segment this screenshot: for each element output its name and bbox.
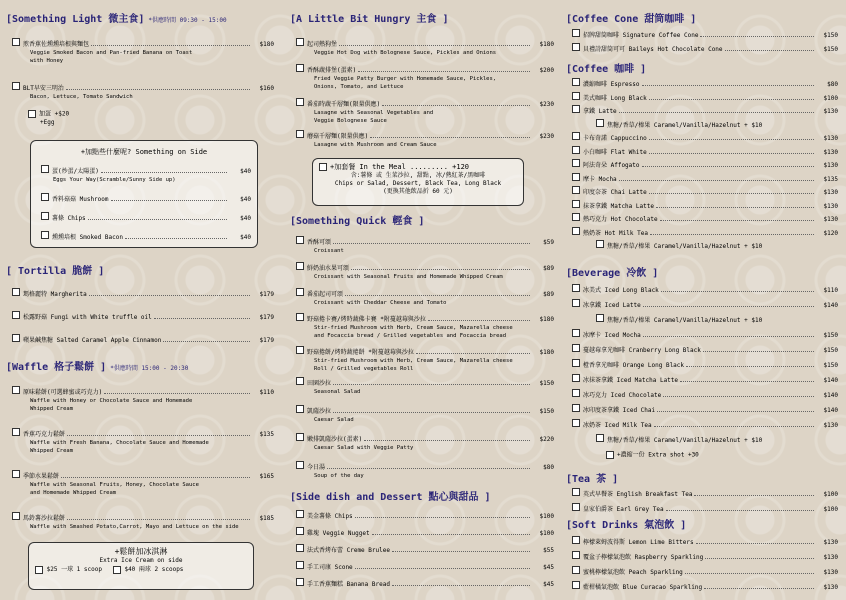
section-title-tea: [Tea 茶 ] xyxy=(566,474,619,485)
menu-item[interactable]: 冰抹茶拿鐵 Iced Matcha Latte $140 xyxy=(566,374,838,385)
side-item[interactable]: 燻燻培根 Smoked Bacon $40 xyxy=(35,231,251,242)
menu-item[interactable]: 卡布奇諾 Cappuccino $130 xyxy=(566,132,838,143)
flavor-option[interactable]: 焦糖/香草/榛果 Caramel/Vanilla/Hazelnut + $10 xyxy=(566,240,838,251)
menu-item[interactable]: 雞塊 Veggie Nugget $100 xyxy=(290,527,554,538)
icecream-box: +鬆餅加冰淇淋 Extra Ice Cream on side $25 一球 1 scoop $40 兩球 2 scoops xyxy=(28,542,254,590)
section-title-waffle: [Waffle 格子鬆餅 ] *供應時間 15:00 - 20:30 xyxy=(6,362,189,373)
flavor-option[interactable]: 焦糖/香草/榛果 Caramel/Vanilla/Hazelnut + $10 xyxy=(566,434,838,445)
menu-item[interactable]: 冰摩卡 Iced Mocha $150 xyxy=(566,329,838,340)
checkbox[interactable] xyxy=(572,132,580,140)
side-item[interactable]: 蛋(炒蛋/太陽蛋) $40 Eggs Your Way(Scramble/Sunny Side up) xyxy=(35,165,251,184)
extra-shot[interactable]: +濃縮一份 Extra shot +30 xyxy=(606,451,699,460)
checkbox[interactable] xyxy=(572,389,580,397)
icecream-options[interactable]: $25 一球 1 scoop $40 兩球 2 scoops xyxy=(29,565,253,575)
checkbox[interactable] xyxy=(572,227,580,235)
menu-item[interactable]: 小白咖啡 Flat White $130 xyxy=(566,146,838,157)
section-title-dessert: [Side dish and Dessert 點心與甜品 ] xyxy=(290,492,491,503)
checkbox[interactable] xyxy=(572,146,580,154)
menu-item[interactable]: 美金薯條 Chips $100 xyxy=(290,510,554,521)
section-title-tortilla: [ Tortilla 脆餅 ] xyxy=(6,266,105,277)
checkbox[interactable] xyxy=(572,404,580,412)
section-title-hungry: [A Little Bit Hungry 主食 ] xyxy=(290,14,449,25)
menu-item[interactable]: 野菇捲餅/烤時蔬捲餅 *附蔓越莓與沙拉 $180 Stir-fried Mushroom with Herb, Cream Sauce, Mazarella cheese Roll / Grilled vegetables Roll xyxy=(290,346,554,373)
checkbox[interactable] xyxy=(572,159,580,167)
menu-item[interactable]: 拿鐵 Latte $130 xyxy=(566,105,838,116)
menu-item[interactable]: 冰奶茶 Iced Milk Tea $130 xyxy=(566,419,838,430)
side-title: +加點些什麼呢? Something on Side xyxy=(80,148,208,156)
menu-item[interactable]: 藍柑橘氣泡飲 Blue Curacao Sparkling $130 xyxy=(566,581,838,592)
menu-item[interactable]: 蘋果鹹焦糖 Salted Caramel Apple Cinnamon $179 xyxy=(6,334,274,345)
side-box xyxy=(30,140,258,248)
menu-item[interactable]: 瑪格麗特 Margherita $179 xyxy=(6,288,274,299)
menu-item[interactable]: 冰拿鐵 Iced Latte $140 xyxy=(566,299,838,310)
menu-item[interactable]: 抹茶拿鐵 Matcha Latte $130 xyxy=(566,200,838,211)
menu-item[interactable]: 印度奈茶 Chai Latte $130 xyxy=(566,186,838,197)
menu-item[interactable]: 覆盆子檸檬氣泡飲 Raspberry Sparkling $130 xyxy=(566,551,838,562)
menu-item[interactable]: 今日湯 $80 Soup of the day xyxy=(290,461,554,480)
menu-item[interactable]: 手工香蕉麵糕 Banana Bread $45 xyxy=(290,578,554,589)
menu-item[interactable]: 香蕉巧克力鬆餅 $135 Waffle with Fresh Banana, Chocolate Sauce and Homemade Whipped Cream xyxy=(6,428,274,455)
side-item[interactable]: 香料菇菇 Mushroom $40 xyxy=(35,193,251,204)
section-title-light: [Something Light 微主食] *供應時間 09:30 - 15:00 xyxy=(6,14,227,25)
menu-item[interactable]: 鮮奶油水果可頌 $89 Croissant with Seasonal Fruits and Homemade Whipped Cream xyxy=(290,262,554,281)
menu-item[interactable]: 摩卡 Mocha $135 xyxy=(566,173,838,184)
checkbox[interactable] xyxy=(572,200,580,208)
section-title-coffee: [Coffee 咖啡 ] xyxy=(566,64,647,75)
menu-item[interactable]: 冰印度茶拿鐵 Iced Chai $140 xyxy=(566,404,838,415)
menu-item[interactable]: 番茄起司可頌 $89 Croissant with Cheddar Cheese and Tomato xyxy=(290,288,554,307)
addon-egg-en: +Egg xyxy=(40,119,55,126)
menu-item[interactable]: 濃縮咖啡 Espresso $80 xyxy=(566,78,838,89)
menu-item[interactable]: 起司熱狗堡 $180 Veggie Hot Dog with Bolognese Sauce, Pickles and Onions xyxy=(290,38,554,57)
checkbox[interactable] xyxy=(572,419,580,427)
section-title-quick: [Something Quick 輕食 ] xyxy=(290,216,425,227)
checkbox[interactable] xyxy=(572,186,580,194)
section-title-cone: [Coffee Cone 甜筒咖啡 ] xyxy=(566,14,697,25)
menu-item[interactable]: 蔓越莓拿光咖啡 Cranberry Long Black $150 xyxy=(566,344,838,355)
menu-item[interactable]: 檸檬萊姆波得斯 Lemon Lime Bitters $130 xyxy=(566,536,838,547)
menu-item[interactable]: 熱奶茶 Hot Milk Tea $120 xyxy=(566,227,838,238)
meal-box[interactable]: +加套餐 In the Meal ......... +120 含:薯條 或 生菜沙拉, 甜點, 冰/熱紅茶/黑咖啡 Chips or Salad, Dessert, Black Tea, Long Black (更換其他飲品折 60 元) xyxy=(312,158,524,206)
checkbox[interactable] xyxy=(572,92,580,100)
checkbox[interactable] xyxy=(572,344,580,352)
checkbox[interactable] xyxy=(572,329,580,337)
section-title-soft: [Soft Drinks 氣泡飲 ] xyxy=(566,520,687,531)
menu-item[interactable]: 蜜桃檸檬氣泡飲 Peach Sparkling $130 xyxy=(566,566,838,577)
menu-item[interactable]: 阿法奇朵 Affogato $130 xyxy=(566,159,838,170)
menu-item[interactable]: 凱薩沙拉 $150 Caesar Salad xyxy=(290,405,554,424)
menu-item[interactable]: 英式早餐茶 English Breakfast Tea $100 xyxy=(566,488,838,499)
menu-item[interactable]: 馬鈴薯沙拉鬆餅 $185 Waffle with Smashed Potato,Carrot, Mayo and Lettuce on the side xyxy=(6,512,274,531)
checkbox[interactable] xyxy=(572,299,580,307)
menu-item[interactable]: 熱巧克力 Hot Chocolate $130 xyxy=(566,213,838,224)
menu-item[interactable]: 野菇捲卡賽/烤時蔬佛卡賽 *附蔓越莓與沙拉 $180 Stir-fried Mushroom with Herb, Cream Sauce, Mazarella cheese and Focaccia bread / Grilled vegetables and Focaccia bread xyxy=(290,313,554,340)
menu-item[interactable]: 冰巧克力 Iced Chocolate $140 xyxy=(566,389,838,400)
menu-item[interactable]: 煎香蕉佐燻燻培根與麵包 $180 Veggie Smoked Bacon and Pan-fried Banana on Toast with Honey xyxy=(6,38,274,65)
menu-item[interactable]: 松露野菇 Fungi with White truffle oil $179 xyxy=(6,311,274,322)
checkbox[interactable] xyxy=(572,105,580,113)
flavor-option[interactable]: 焦糖/香草/榛果 Caramel/Vanilla/Hazelnut + $10 xyxy=(566,119,838,130)
menu-item[interactable]: 嫩排凱薩沙拉(蛋素) $220 Caesar Salad with Veggie Patty xyxy=(290,433,554,452)
menu-item[interactable]: 香酥可頌 $59 Croissant xyxy=(290,236,554,255)
menu-item[interactable]: 香酥蔬排堡(蛋素) $200 Fried Veggie Patty Burger with Homemade Sauce, Pickles, Onions, Tomato, and Lettuce xyxy=(290,64,554,91)
checkbox[interactable] xyxy=(572,284,580,292)
checkbox[interactable] xyxy=(572,173,580,181)
checkbox[interactable] xyxy=(572,359,580,367)
menu-item[interactable]: 季節水果鬆餅 $165 Waffle with Seasonal Fruits, Honey, Chocolate Sauce and Homemade Whipped Cream xyxy=(6,470,274,497)
checkbox[interactable] xyxy=(12,82,20,90)
menu-item[interactable]: 法式香烤布蕾 Creme Brulee $55 xyxy=(290,544,554,555)
menu-item[interactable]: 皇家伯爵茶 Earl Grey Tea $100 xyxy=(566,503,838,514)
menu-item[interactable]: 冰美式 Iced Long Black $110 xyxy=(566,284,838,295)
checkbox[interactable] xyxy=(572,374,580,382)
menu-item[interactable]: 田園沙拉 $150 Seasonal Salad xyxy=(290,377,554,396)
menu-item[interactable]: 橙香拿光咖啡 Orange Long Black $150 xyxy=(566,359,838,370)
checkbox[interactable] xyxy=(12,38,20,46)
checkbox[interactable] xyxy=(572,213,580,221)
menu-item[interactable]: 招牌甜筒咖啡 Signature Coffee Cone $150 xyxy=(566,29,838,40)
checkbox[interactable] xyxy=(572,78,580,86)
menu-item[interactable]: 貝禮詩甜筒可可 Baileys Hot Chocolate Cone $150 xyxy=(566,43,838,54)
menu-item[interactable]: 美式咖啡 Long Black $100 xyxy=(566,92,838,103)
menu-item[interactable]: 原味鬆餅(可選蜂蜜或巧克力) $110 Waffle with Honey or Chocolate Sauce and Homemade Whipped Cream xyxy=(6,386,274,413)
menu-item[interactable]: BLT早安三明治 $160 Bacon, Lettuce, Tomato Sandwich xyxy=(6,82,274,101)
side-item[interactable]: 薯條 Chips $40 xyxy=(35,212,251,223)
section-title-beverage: [Beverage 冷飲 ] xyxy=(566,268,659,279)
flavor-option[interactable]: 焦糖/香草/榛果 Caramel/Vanilla/Hazelnut + $10 xyxy=(566,314,838,325)
menu-item[interactable]: 番茄時蔬千層麵(限量供應) $230 Lasagne with Seasonal Vegetables and Veggie Bolognese Sauce xyxy=(290,98,554,125)
menu-item[interactable]: 蘑菇千層麵(限量供應) $230 Lasagne with Mushroom and Cream Sauce xyxy=(290,130,554,149)
addon-egg[interactable]: 加蛋 +$20 xyxy=(28,110,69,119)
menu-item[interactable]: 手工司康 Scone $45 xyxy=(290,561,554,572)
